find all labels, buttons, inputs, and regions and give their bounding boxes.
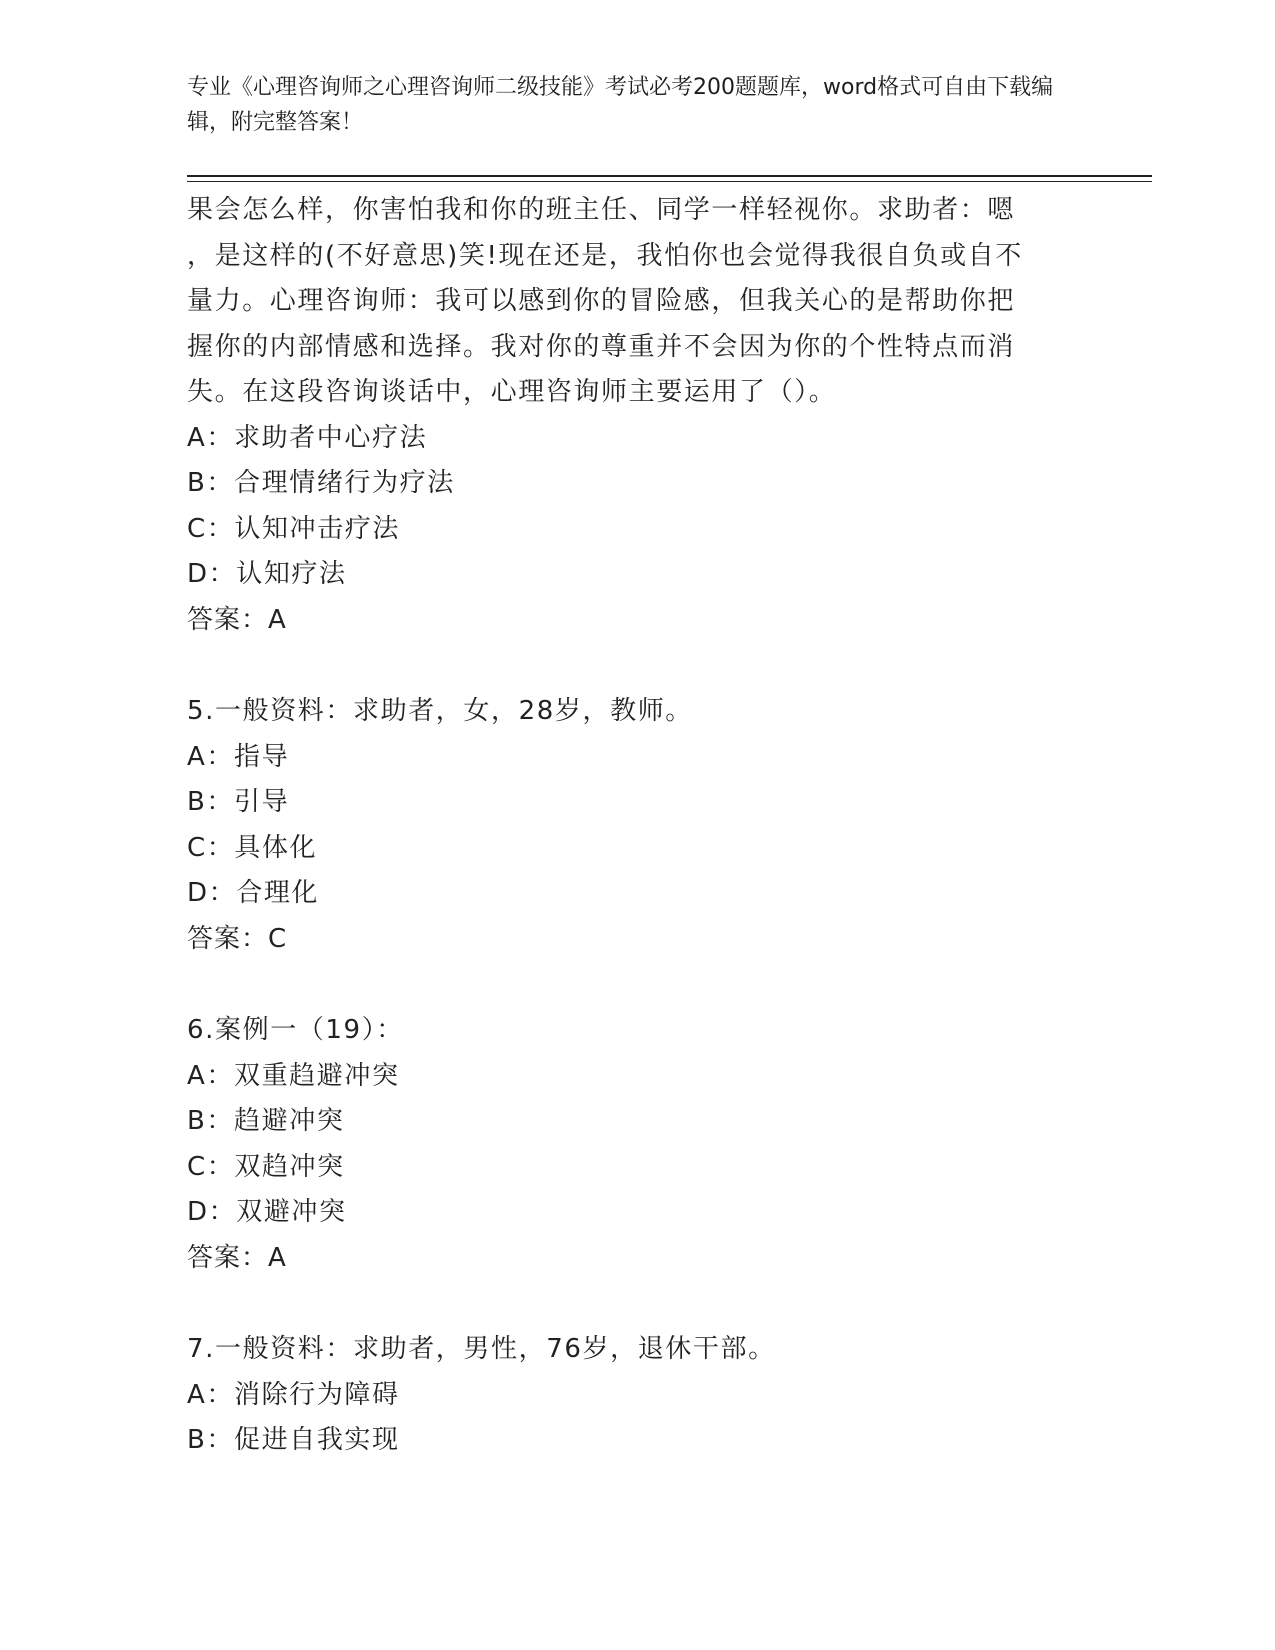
option-a: A：双重趋避冲突 xyxy=(187,1060,400,1091)
spacer xyxy=(187,643,1087,689)
option-c: C：具体化 xyxy=(187,832,318,863)
option-c: C：认知冲击疗法 xyxy=(187,513,400,544)
question-stem: 7.一般资料：求助者，男性，76岁，退休干部。 xyxy=(187,1334,776,1364)
spacer xyxy=(187,1281,1087,1327)
option-a: A：求助者中心疗法 xyxy=(187,422,428,453)
question-6 xyxy=(187,1008,1087,1281)
question-text-line: 果会怎么样，你害怕我和你的班主任、同学一样轻视你。求助者：嗯 xyxy=(187,195,1016,225)
option-b: B：趋避冲突 xyxy=(187,1106,345,1136)
answer-line: 答案：A xyxy=(187,604,287,635)
document-header: 专业《心理咨询师之心理咨询师二级技能》考试必考200题题库，word格式可自由下载编辑，附完整答案！ xyxy=(187,75,1054,135)
option-d: D：认知疗法 xyxy=(187,559,347,589)
option-d: D：合理化 xyxy=(187,878,320,908)
question-stem: 5.一般资料：求助者，女，28岁，教师。 xyxy=(187,696,693,726)
document-body xyxy=(187,188,1087,1464)
option-d: D：双避冲突 xyxy=(187,1197,347,1227)
question-5 xyxy=(187,689,1087,962)
option-b: B：促进自我实现 xyxy=(187,1425,400,1455)
option-a: A：指导 xyxy=(187,741,290,772)
question-continued xyxy=(187,188,1087,643)
option-b: B：合理情绪行为疗法 xyxy=(187,468,455,498)
question-text-line: 握你的内部情感和选择。我对你的尊重并不会因为你的个性特点而消 xyxy=(187,331,1016,362)
question-7 xyxy=(187,1327,1087,1464)
header-divider-thin xyxy=(187,181,1152,182)
header-divider xyxy=(187,175,1152,177)
option-c: C：双趋冲突 xyxy=(187,1151,345,1182)
question-stem: 6.案例一（19）： xyxy=(187,1015,404,1045)
question-text-line: 失。在这段咨询谈话中，心理咨询师主要运用了（）。 xyxy=(187,377,837,407)
option-b: B：引导 xyxy=(187,787,290,817)
answer-line: 答案：C xyxy=(187,923,288,954)
question-text-line: ，是这样的(不好意思)笑!现在还是，我怕你也会觉得我很自负或自不 xyxy=(187,240,1023,271)
answer-line: 答案：A xyxy=(187,1242,287,1273)
spacer xyxy=(187,962,1087,1008)
option-a: A：消除行为障碍 xyxy=(187,1379,400,1410)
question-text-line: 量力。心理咨询师：我可以感到你的冒险感，但我关心的是帮助你把 xyxy=(187,286,1016,316)
